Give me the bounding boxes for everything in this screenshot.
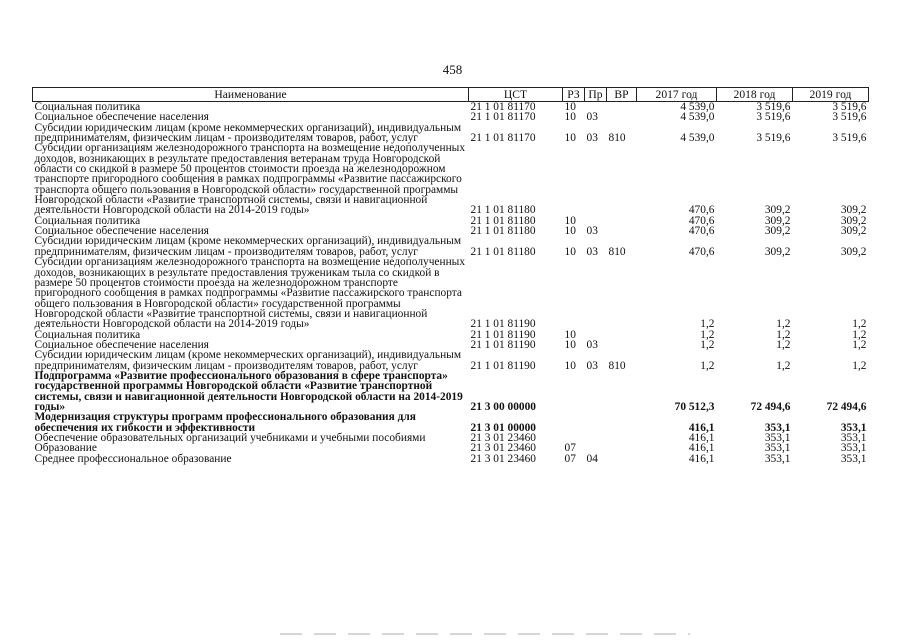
- cell-vr: [607, 112, 637, 122]
- cell-rz: 10: [564, 132, 576, 145]
- cell-rz: 07: [564, 452, 576, 465]
- cell-cst: 21 3 01 00000: [470, 421, 536, 434]
- cell-2019: 3 519,6: [832, 111, 867, 124]
- cell-cst: 21 1 01 81180: [470, 204, 536, 217]
- cell-pr: [585, 371, 607, 412]
- cell-2017: 470,6: [688, 214, 715, 227]
- cell-2019: 1,2: [852, 359, 867, 372]
- cell-name: Субсидии организациям железнодорожного транспорта на возмещение недополученных доходов, возникающих в результате предоставления труженикам тыла со скидкой в размере 50 процентов стоимости проезда на железнодорожном транспорте пригородного сообщения в рамках подпрограммы «Развитие пассажирского транспорта общего пользования в Новгородской области» государственной программы Новгородской области «Развитие транспортной системы, связи и навигационной деятельности Новгородской области на 2014-2019 годы»: [34, 256, 466, 331]
- cell-name: Субсидии юридическим лицам (кроме некоммерческих организаций), индивидуальным предпринимателям, физическим лицам - производителям товаров, работ, услуг: [34, 235, 462, 258]
- table-row: [33, 412, 869, 433]
- cell-2018: 3 519,6: [756, 101, 791, 113]
- cell-name: Социальная политика: [34, 214, 141, 227]
- cell-name: Социальное обеспечение населения: [34, 225, 209, 238]
- cell-2018: 1,2: [776, 338, 791, 351]
- cell-cst: 21 1 01 81190: [470, 359, 536, 372]
- cell-rz: 10: [564, 225, 576, 238]
- cell-rz: [563, 257, 585, 329]
- cell-2018: 309,2: [764, 225, 791, 238]
- cell-2019: 72 494,6: [826, 400, 867, 413]
- cell-2018: 3 519,6: [756, 111, 791, 124]
- cell-cst: 21 1 01 81180: [470, 245, 536, 258]
- cell-rz: 10: [564, 245, 576, 258]
- cell-pr: [585, 257, 607, 329]
- cell-name: Социальное обеспечение населения: [34, 338, 209, 351]
- cell-name: Образование: [34, 442, 97, 455]
- cell-vr: [607, 143, 637, 215]
- cell-2018: 72 494,6: [750, 400, 791, 413]
- table-row: [33, 143, 869, 215]
- header-name: Наименование: [33, 88, 469, 102]
- cell-2019: 353,1: [840, 432, 867, 444]
- table-row: [33, 257, 869, 329]
- header-2018: 2018 год: [717, 88, 793, 102]
- cell-2017: 70 512,3: [674, 400, 715, 413]
- cell-vr: [607, 454, 637, 464]
- cell-name: Субсидии организациям железнодорожного транспорта на возмещение недополученных доходов, возникающих в результате предоставления ветеранам труда Новгородской области со скидкой в размере 50 процентов стоимости проезда на железнодорожном транспорте пригородного сообщения в рамках подпрограммы «Развитие пассажирского транспорта общего пользования в Новгородской области» государственной программы Новгородской области «Развитие транспортной системы, связи и навигационной деятельности Новгородской области на 2014-2019 годы»: [34, 142, 466, 217]
- cell-name: Субсидии юридическим лицам (кроме некоммерческих организаций), индивидуальным предпринимателям, физическим лицам - производителям товаров, работ, услуг: [34, 349, 462, 372]
- cell-2018: 1,2: [776, 359, 791, 372]
- cell-name: Субсидии юридическим лицам (кроме некоммерческих организаций), индивидуальным предпринимателям, физическим лицам - производителям товаров, работ, услуг: [34, 121, 462, 145]
- cell-name: Социальная политика: [34, 328, 141, 341]
- cell-cst: 21 1 01 81190: [470, 338, 536, 351]
- cell-vr: [607, 226, 637, 236]
- cell-pr: 04: [586, 452, 598, 465]
- cell-rz: 10: [564, 214, 576, 227]
- cell-2019: 1,2: [852, 338, 867, 351]
- cell-2017: 4 539,0: [680, 111, 715, 124]
- cell-pr: [585, 143, 607, 215]
- cell-cst: 21 1 01 81180: [470, 214, 536, 227]
- cell-cst: 21 1 01 81170: [470, 101, 536, 113]
- cell-rz: [563, 143, 585, 215]
- header-vr: ВР: [607, 88, 637, 102]
- table-row: [33, 371, 869, 412]
- table-row: [33, 236, 869, 257]
- cell-cst: 21 3 01 23460: [470, 452, 536, 465]
- cell-2018: 353,1: [764, 452, 791, 465]
- cell-pr: 03: [586, 338, 598, 351]
- cell-2018: 353,1: [764, 421, 791, 434]
- cell-2017: 416,1: [688, 421, 715, 434]
- cell-pr: 03: [586, 359, 598, 372]
- cell-vr: 810: [608, 245, 626, 258]
- cell-vr: [607, 257, 637, 329]
- cell-pr: [585, 433, 607, 443]
- budget-table: [32, 87, 869, 464]
- cell-vr: [607, 371, 637, 412]
- cell-2019: 1,2: [852, 328, 867, 341]
- cell-cst: 21 1 01 81180: [470, 225, 536, 238]
- cell-2019: 309,2: [840, 225, 867, 238]
- cell-vr: [607, 443, 637, 453]
- cell-vr: 810: [608, 359, 626, 372]
- cell-2017: 470,6: [688, 245, 715, 258]
- table-header-row: [33, 88, 869, 102]
- cell-pr: 03: [586, 225, 598, 238]
- cell-rz: 07: [564, 442, 576, 455]
- cell-pr: 03: [586, 132, 598, 145]
- cell-2017: 416,1: [688, 442, 715, 455]
- cell-2017: 1,2: [700, 359, 715, 372]
- cell-rz: 10: [564, 338, 576, 351]
- cell-cst: 21 1 01 81190: [470, 328, 536, 341]
- cell-rz: 10: [564, 111, 576, 124]
- cell-cst: 21 3 00 00000: [470, 400, 536, 413]
- header-2019: 2019 год: [793, 88, 869, 102]
- cell-2019: 1,2: [852, 318, 867, 331]
- cell-rz: 10: [564, 328, 576, 341]
- cell-vr: [607, 412, 637, 433]
- cell-vr: [607, 433, 637, 443]
- cell-name: Среднее профессиональное образование: [34, 452, 232, 465]
- cell-2017: 1,2: [700, 328, 715, 341]
- cell-vr: 810: [608, 132, 626, 145]
- cell-2019: 3 519,6: [832, 101, 867, 113]
- table-row: [33, 454, 869, 464]
- cell-name: Социальная политика: [34, 101, 141, 113]
- cell-2019: 309,2: [840, 245, 867, 258]
- cell-2019: 309,2: [840, 214, 867, 227]
- table-row: [33, 123, 869, 144]
- cell-vr: [607, 330, 637, 340]
- scan-artifact: [280, 633, 690, 635]
- cell-2018: 353,1: [764, 432, 791, 444]
- cell-2017: 4 539,0: [680, 101, 715, 113]
- cell-2017: 470,6: [688, 225, 715, 238]
- cell-2019: 353,1: [840, 452, 867, 465]
- header-cst: ЦСТ: [469, 88, 563, 102]
- cell-2018: 3 519,6: [756, 132, 791, 145]
- cell-rz: 10: [564, 359, 576, 372]
- cell-cst: 21 3 01 23460: [470, 432, 536, 444]
- cell-2017: 4 539,0: [680, 132, 715, 145]
- cell-cst: 21 1 01 81170: [470, 132, 536, 145]
- cell-2019: 353,1: [840, 421, 867, 434]
- table-row: [33, 350, 869, 371]
- header-rz: РЗ: [563, 88, 585, 102]
- page-number: 458: [442, 62, 463, 77]
- cell-pr: 03: [586, 111, 598, 124]
- cell-name: Модернизация структуры программ профессионального образования для обеспечения их гибкости и эффективности: [34, 411, 416, 434]
- cell-2019: 3 519,6: [832, 132, 867, 145]
- cell-vr: [607, 102, 637, 113]
- cell-pr: 03: [586, 245, 598, 258]
- cell-2017: 416,1: [688, 432, 715, 444]
- cell-cst: 21 1 01 81190: [470, 318, 536, 331]
- cell-2017: 1,2: [700, 338, 715, 351]
- header-pr: Пр: [585, 88, 607, 102]
- cell-2018: 1,2: [776, 328, 791, 341]
- cell-name: Социальное обеспечение населения: [34, 111, 209, 124]
- cell-vr: [607, 340, 637, 350]
- table-body: [33, 102, 869, 465]
- table-row: [33, 433, 869, 443]
- cell-cst: 21 3 01 23460: [470, 442, 536, 455]
- cell-2018: 309,2: [764, 245, 791, 258]
- cell-rz: 10: [564, 101, 576, 113]
- cell-2018: 309,2: [764, 214, 791, 227]
- cell-2017: 470,6: [688, 204, 715, 217]
- cell-2018: 1,2: [776, 318, 791, 331]
- cell-2018: 353,1: [764, 442, 791, 455]
- cell-2019: 353,1: [840, 442, 867, 455]
- cell-name: Обеспечение образовательных организаций учебниками и учебными пособиями: [34, 432, 426, 444]
- cell-2018: 309,2: [764, 204, 791, 217]
- cell-name: Подпрограмма «Развитие профессионального образования в сфере транспорта» государственной программы Новгородской области «Развитие транспортной системы, связи и навигационной деятельности Новгородской области на 2014-2019 годы»: [34, 369, 463, 413]
- cell-2017: 1,2: [700, 318, 715, 331]
- cell-vr: [607, 216, 637, 226]
- cell-rz: [563, 371, 585, 412]
- cell-rz: [563, 412, 585, 433]
- header-2017: 2017 год: [637, 88, 717, 102]
- cell-2017: 416,1: [688, 452, 715, 465]
- cell-2019: 309,2: [840, 204, 867, 217]
- cell-pr: [585, 412, 607, 433]
- cell-cst: 21 1 01 81170: [470, 111, 536, 124]
